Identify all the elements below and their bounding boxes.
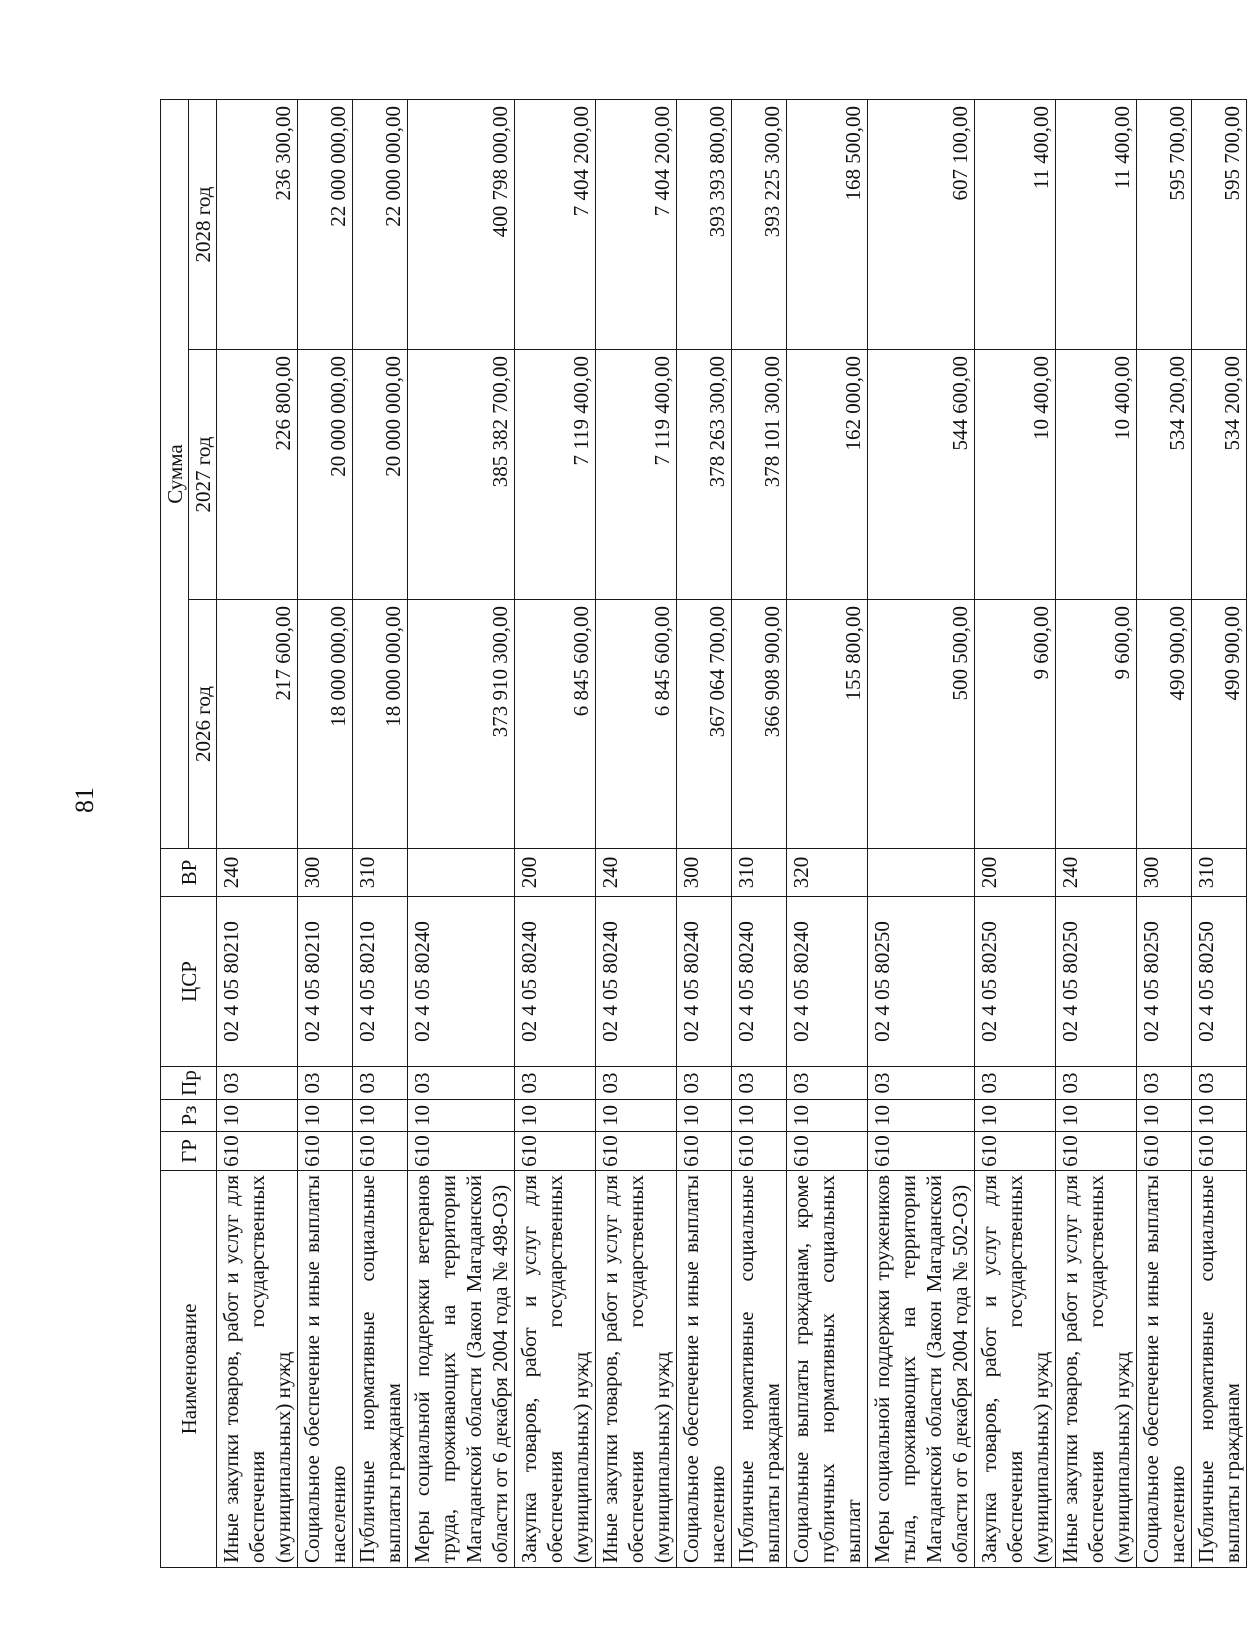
cell-name: Меры социальной поддержки тружеников тыла, проживающих на территории Магаданской области (Закон Магаданской области от 6 декабря 2004 года № 502-ОЗ) (868, 1171, 975, 1568)
cell-2028: 168 500,00 (787, 99, 868, 349)
cell-csr: 02 4 05 80210 (298, 897, 353, 1067)
cell-2028: 7 404 200,00 (515, 99, 596, 349)
header-2028: 2028 год (189, 99, 217, 349)
cell-vr: 240 (1056, 849, 1137, 897)
cell-2027: 534 200,00 (1192, 350, 1247, 600)
cell-name: Иные закупки товаров, работ и услуг для обеспечения государственных (муниципальных) нужд (596, 1171, 677, 1568)
cell-2028: 400 798 000,00 (408, 99, 515, 349)
cell-2026: 6 845 600,00 (515, 600, 596, 849)
cell-gr: 610 (975, 1132, 1056, 1171)
cell-gr: 610 (1056, 1132, 1137, 1171)
cell-pr: 03 (787, 1067, 868, 1100)
cell-2028: 11 400,00 (975, 99, 1056, 349)
cell-2027: 20 000 000,00 (298, 350, 353, 600)
cell-2026: 366 908 900,00 (732, 600, 787, 849)
cell-vr: 240 (217, 849, 298, 897)
cell-vr: 320 (787, 849, 868, 897)
cell-2027: 544 600,00 (868, 350, 975, 600)
cell-pr: 03 (408, 1067, 515, 1100)
cell-2028: 11 400,00 (1056, 99, 1137, 349)
cell-2026: 18 000 000,00 (353, 600, 408, 849)
table-row (975, 99, 1056, 1567)
cell-csr: 02 4 05 80250 (975, 897, 1056, 1067)
cell-gr: 610 (408, 1132, 515, 1171)
cell-pr: 03 (868, 1067, 975, 1100)
cell-2028: 607 100,00 (868, 99, 975, 349)
cell-2026: 367 064 700,00 (677, 600, 732, 849)
cell-name: Публичные нормативные социальные выплаты гражданам (732, 1171, 787, 1568)
cell-name: Закупка товаров, работ и услуг для обеспечения государственных (муниципальных) нужд (975, 1171, 1056, 1568)
cell-gr: 610 (1192, 1132, 1247, 1171)
cell-2028: 236 300,00 (217, 99, 298, 349)
cell-vr: 200 (515, 849, 596, 897)
table-row (787, 99, 868, 1567)
cell-gr: 610 (787, 1132, 868, 1171)
cell-2026: 373 910 300,00 (408, 600, 515, 849)
cell-vr: 310 (1192, 849, 1247, 897)
table-row (298, 99, 353, 1567)
cell-name: Закупка товаров, работ и услуг для обеспечения государственных (муниципальных) нужд (515, 1171, 596, 1568)
cell-2026: 9 600,00 (1056, 600, 1137, 849)
table-body (217, 99, 1247, 1567)
cell-csr: 02 4 05 80240 (596, 897, 677, 1067)
rotated-table-container (160, 100, 1244, 1568)
cell-rz: 10 (1137, 1100, 1192, 1132)
header-csr: ЦСР (161, 897, 217, 1067)
cell-vr: 300 (677, 849, 732, 897)
cell-rz: 10 (1056, 1100, 1137, 1132)
cell-2027: 7 119 400,00 (596, 350, 677, 600)
cell-2028: 7 404 200,00 (596, 99, 677, 349)
cell-2027: 10 400,00 (1056, 350, 1137, 600)
cell-gr: 610 (298, 1132, 353, 1171)
table-row (353, 99, 408, 1567)
table-row (732, 99, 787, 1567)
cell-2027: 226 800,00 (217, 350, 298, 600)
cell-vr: 310 (353, 849, 408, 897)
cell-name: Социальное обеспечение и иные выплаты населению (298, 1171, 353, 1568)
table-row (1192, 99, 1247, 1567)
table-row (677, 99, 732, 1567)
cell-pr: 03 (677, 1067, 732, 1100)
cell-rz: 10 (217, 1100, 298, 1132)
cell-gr: 610 (868, 1132, 975, 1171)
header-pr: Пр (161, 1067, 217, 1100)
cell-csr: 02 4 05 80240 (677, 897, 732, 1067)
cell-pr: 03 (298, 1067, 353, 1100)
cell-2026: 6 845 600,00 (596, 600, 677, 849)
cell-pr: 03 (1137, 1067, 1192, 1100)
cell-2028: 393 225 300,00 (732, 99, 787, 349)
header-name: Наименование (161, 1171, 217, 1568)
cell-rz: 10 (298, 1100, 353, 1132)
cell-name: Меры социальной поддержки ветеранов труда, проживающих на территории Магаданской области (Закон Магаданской области от 6 декабря 2004 года № 498-ОЗ) (408, 1171, 515, 1568)
cell-2026: 500 500,00 (868, 600, 975, 849)
header-row-1 (161, 99, 189, 1567)
cell-vr: 300 (298, 849, 353, 897)
cell-2026: 217 600,00 (217, 600, 298, 849)
cell-gr: 610 (732, 1132, 787, 1171)
cell-2027: 534 200,00 (1137, 350, 1192, 600)
header-sum: Сумма (161, 99, 189, 848)
header-2026: 2026 год (189, 600, 217, 849)
table-row (515, 99, 596, 1567)
cell-pr: 03 (975, 1067, 1056, 1100)
header-vr: ВР (161, 849, 217, 897)
cell-2026: 490 900,00 (1137, 600, 1192, 849)
cell-rz: 10 (408, 1100, 515, 1132)
cell-name: Иные закупки товаров, работ и услуг для обеспечения государственных (муниципальных) нужд (1056, 1171, 1137, 1568)
cell-vr: 200 (975, 849, 1056, 897)
cell-gr: 610 (677, 1132, 732, 1171)
cell-name: Социальные выплаты гражданам, кроме публичных нормативных социальных выплат (787, 1171, 868, 1568)
cell-2027: 385 382 700,00 (408, 350, 515, 600)
cell-name: Публичные нормативные социальные выплаты гражданам (1192, 1171, 1247, 1568)
header-rz: Рз (161, 1100, 217, 1132)
cell-pr: 03 (1056, 1067, 1137, 1100)
cell-gr: 610 (515, 1132, 596, 1171)
cell-2028: 22 000 000,00 (298, 99, 353, 349)
cell-rz: 10 (596, 1100, 677, 1132)
page-number: 81 (70, 787, 99, 813)
table-row (1137, 99, 1192, 1567)
cell-2028: 595 700,00 (1137, 99, 1192, 349)
cell-vr (408, 849, 515, 897)
table-row (868, 99, 975, 1567)
cell-csr: 02 4 05 80240 (408, 897, 515, 1067)
cell-rz: 10 (787, 1100, 868, 1132)
cell-pr: 03 (1192, 1067, 1247, 1100)
budget-table (160, 99, 1247, 1568)
cell-csr: 02 4 05 80240 (515, 897, 596, 1067)
cell-2026: 490 900,00 (1192, 600, 1247, 849)
header-gr: ГР (161, 1132, 217, 1171)
cell-name: Иные закупки товаров, работ и услуг для обеспечения государственных (муниципальных) нужд (217, 1171, 298, 1568)
cell-csr: 02 4 05 80250 (1192, 897, 1247, 1067)
table-row (596, 99, 677, 1567)
cell-csr: 02 4 05 80210 (353, 897, 408, 1067)
cell-2027: 162 000,00 (787, 350, 868, 600)
cell-2026: 9 600,00 (975, 600, 1056, 849)
cell-csr: 02 4 05 80240 (732, 897, 787, 1067)
cell-pr: 03 (732, 1067, 787, 1100)
cell-2027: 378 101 300,00 (732, 350, 787, 600)
cell-rz: 10 (868, 1100, 975, 1132)
cell-2028: 595 700,00 (1192, 99, 1247, 349)
cell-rz: 10 (732, 1100, 787, 1132)
cell-name: Социальное обеспечение и иные выплаты населению (677, 1171, 732, 1568)
cell-2028: 22 000 000,00 (353, 99, 408, 349)
cell-pr: 03 (353, 1067, 408, 1100)
cell-csr: 02 4 05 80250 (868, 897, 975, 1067)
cell-pr: 03 (596, 1067, 677, 1100)
cell-vr (868, 849, 975, 897)
cell-rz: 10 (975, 1100, 1056, 1132)
cell-csr: 02 4 05 80240 (787, 897, 868, 1067)
cell-vr: 240 (596, 849, 677, 897)
cell-rz: 10 (515, 1100, 596, 1132)
cell-2028: 393 393 800,00 (677, 99, 732, 349)
cell-gr: 610 (1137, 1132, 1192, 1171)
cell-2026: 155 800,00 (787, 600, 868, 849)
cell-vr: 300 (1137, 849, 1192, 897)
cell-name: Социальное обеспечение и иные выплаты населению (1137, 1171, 1192, 1568)
table-row (408, 99, 515, 1567)
cell-2026: 18 000 000,00 (298, 600, 353, 849)
cell-rz: 10 (677, 1100, 732, 1132)
cell-csr: 02 4 05 80210 (217, 897, 298, 1067)
cell-rz: 10 (353, 1100, 408, 1132)
table-row (217, 99, 298, 1567)
cell-csr: 02 4 05 80250 (1056, 897, 1137, 1067)
table-row (1056, 99, 1137, 1567)
cell-2027: 7 119 400,00 (515, 350, 596, 600)
cell-2027: 10 400,00 (975, 350, 1056, 600)
cell-gr: 610 (353, 1132, 408, 1171)
cell-gr: 610 (217, 1132, 298, 1171)
cell-name: Публичные нормативные социальные выплаты гражданам (353, 1171, 408, 1568)
cell-vr: 310 (732, 849, 787, 897)
cell-pr: 03 (515, 1067, 596, 1100)
cell-2027: 20 000 000,00 (353, 350, 408, 600)
cell-2027: 378 263 300,00 (677, 350, 732, 600)
cell-csr: 02 4 05 80250 (1137, 897, 1192, 1067)
cell-gr: 610 (596, 1132, 677, 1171)
cell-pr: 03 (217, 1067, 298, 1100)
header-2027: 2027 год (189, 350, 217, 600)
cell-rz: 10 (1192, 1100, 1247, 1132)
